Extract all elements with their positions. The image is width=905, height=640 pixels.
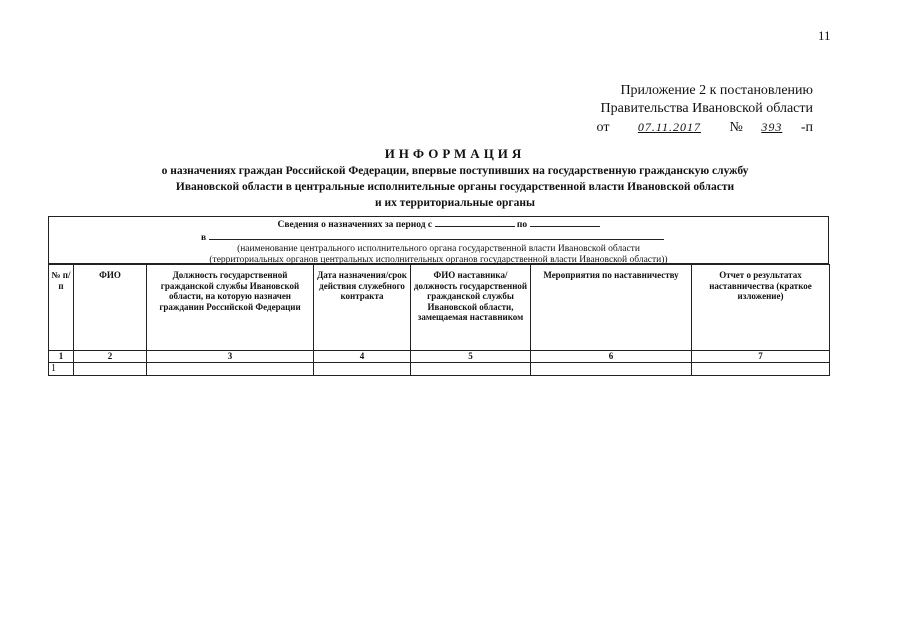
header-cell: ФИО <box>74 265 147 351</box>
period-from-blank <box>435 218 515 227</box>
number-value: 393 <box>761 120 783 134</box>
organ-note-2: (территориальных органов центральных исполнительных органов государственной власти Ивановской области)) <box>209 255 668 265</box>
appendix-line-2: Правительства Ивановской области <box>600 101 813 116</box>
heading-block <box>40 146 870 210</box>
period-line <box>49 218 828 231</box>
header-cell: Дата назначения/срок действия служебного контракта <box>314 265 411 351</box>
table-cell <box>692 363 830 376</box>
appendix-block <box>597 82 813 137</box>
table-cell <box>314 363 411 376</box>
period-to-label: по <box>516 220 528 230</box>
subtitle-line-1: о назначениях граждан Российской Федерации, впервые поступивших на государственную гражданскую службу <box>161 165 749 177</box>
header-cell: Мероприятия по наставничеству <box>531 265 692 351</box>
table-row <box>49 363 830 376</box>
page-number: 11 <box>818 28 831 43</box>
table-cell <box>531 363 692 376</box>
column-number: 5 <box>411 351 531 363</box>
period-to-blank <box>530 218 600 227</box>
form-header-box <box>48 216 829 264</box>
column-number: 6 <box>531 351 692 363</box>
period-label: Сведения о назначениях за период с <box>277 220 433 230</box>
date-prefix: от <box>596 120 610 135</box>
column-number: 2 <box>74 351 147 363</box>
organ-line <box>49 231 828 244</box>
table-cell <box>147 363 314 376</box>
column-number: 1 <box>49 351 74 363</box>
date-value: 07.11.2017 <box>637 120 702 134</box>
header-cell: Отчет о результатах наставничества (краткое изложение) <box>692 265 830 351</box>
subtitle-line-3: и их территориальные органы <box>375 197 535 209</box>
organ-label: в <box>201 233 207 243</box>
document-title: ИНФОРМАЦИЯ <box>384 146 526 161</box>
appendix-date-line <box>597 118 813 137</box>
column-number-row <box>49 351 830 363</box>
number-suffix: -п <box>800 120 813 135</box>
header-row <box>49 265 830 351</box>
table-cell <box>74 363 147 376</box>
organ-note-1: (наименование центрального исполнительного органа государственной власти Ивановской области <box>237 244 640 254</box>
appendix-line-1: Приложение 2 к постановлению <box>620 83 813 98</box>
subtitle-line-2: Ивановской области в центральные исполнительные органы государственной власти Ивановской области <box>175 181 735 193</box>
organ-blank <box>209 231 664 240</box>
column-number: 7 <box>692 351 830 363</box>
table-cell: 1 <box>49 363 74 376</box>
number-prefix: № <box>729 120 743 135</box>
column-number: 3 <box>147 351 314 363</box>
header-cell: Должность государственной гражданской службы Ивановской области, на которую назначен гражданин Российской Федерации <box>147 265 314 351</box>
column-number: 4 <box>314 351 411 363</box>
table-cell <box>411 363 531 376</box>
header-cell: ФИО наставника/должность государственной гражданской службы Ивановской области, замещаемая наставником <box>411 265 531 351</box>
appointments-table <box>48 264 830 376</box>
header-cell: № п/п <box>49 265 74 351</box>
